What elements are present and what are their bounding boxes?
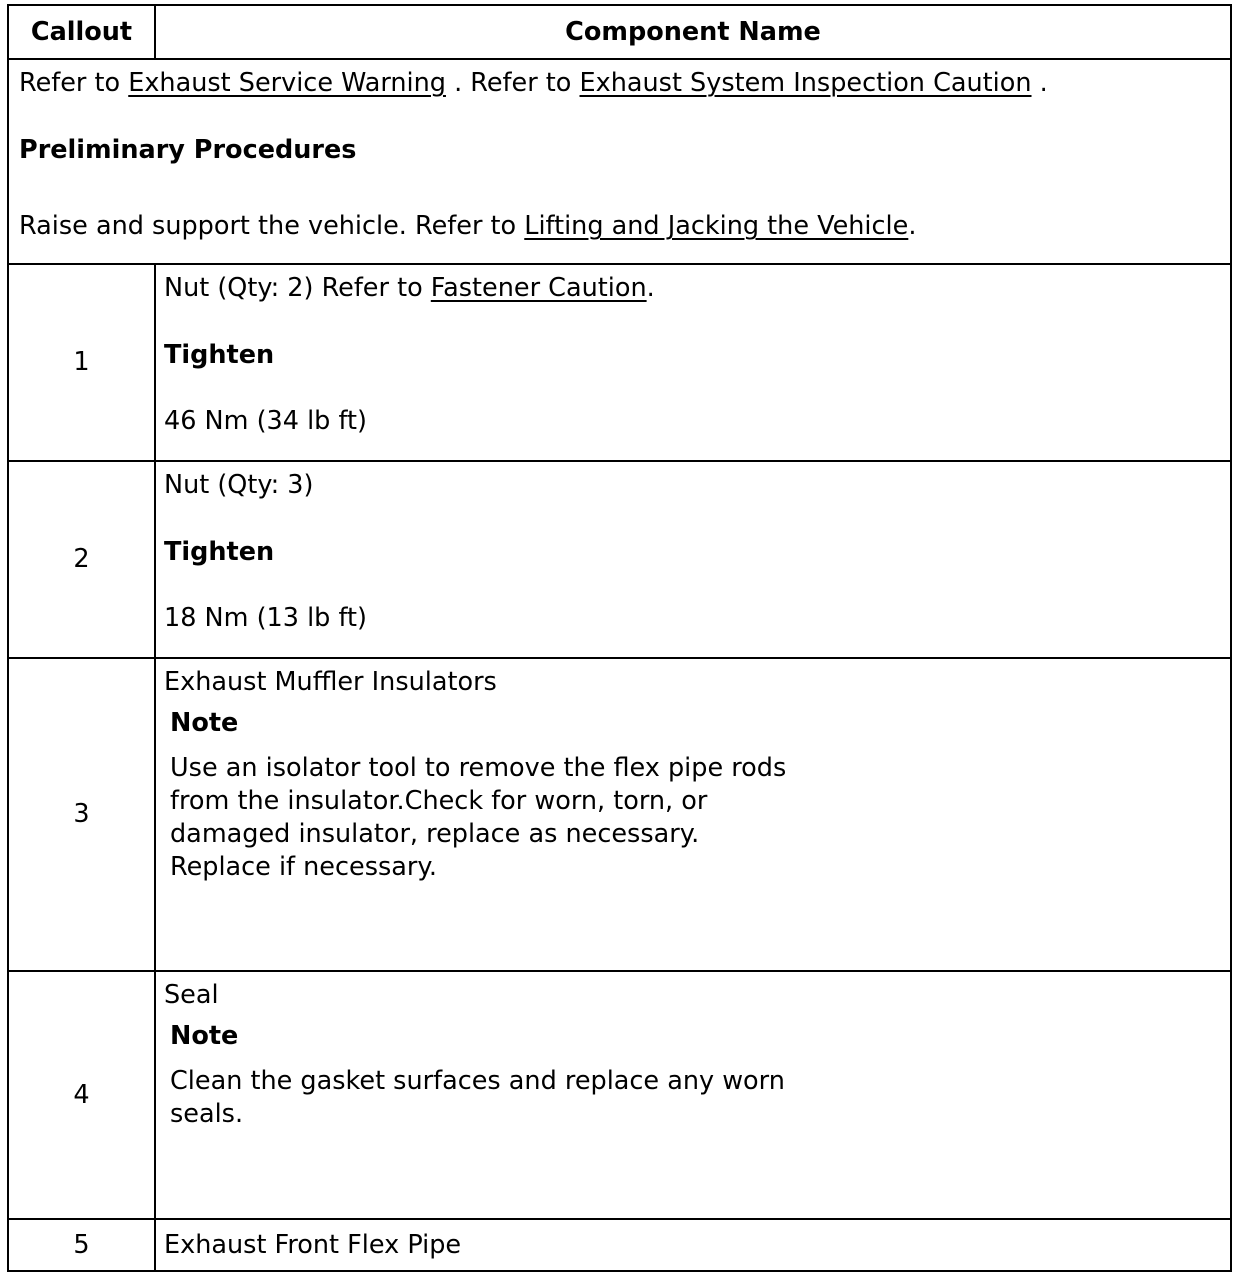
exhaust-service-warning-link[interactable]: Exhaust Service Warning bbox=[128, 68, 446, 98]
intro-refer-line bbox=[19, 68, 1220, 99]
intro-mid-text: . Refer to bbox=[454, 68, 572, 98]
component-cell bbox=[155, 971, 1231, 1219]
raise-support-end: . bbox=[908, 211, 917, 242]
note-box bbox=[164, 708, 1222, 885]
component-cell bbox=[155, 1219, 1231, 1271]
component-name-text: Nut (Qty: 2) Refer to bbox=[164, 273, 423, 303]
callout-cell: 4 bbox=[8, 971, 155, 1219]
note-label: Note bbox=[170, 707, 239, 738]
table-row bbox=[8, 461, 1231, 658]
table-row bbox=[8, 264, 1231, 461]
table-row bbox=[8, 1219, 1231, 1271]
intro-refer-text: Refer to bbox=[19, 68, 121, 98]
torque-value: 18 Nm (13 lb ft) bbox=[164, 603, 367, 634]
component-table bbox=[7, 4, 1232, 1272]
component-name: Nut (Qty: 3) bbox=[164, 470, 314, 500]
note-label: Note bbox=[170, 1020, 239, 1051]
table-header-row bbox=[8, 5, 1231, 59]
note-box bbox=[164, 1021, 1222, 1132]
table-row bbox=[8, 658, 1231, 971]
header-callout: Callout bbox=[8, 5, 155, 59]
component-cell bbox=[155, 658, 1231, 971]
callout-cell: 1 bbox=[8, 264, 155, 461]
callout-cell: 3 bbox=[8, 658, 155, 971]
component-name: Seal bbox=[164, 980, 219, 1010]
raise-support-line bbox=[19, 211, 1220, 242]
tighten-label: Tighten bbox=[164, 536, 275, 567]
torque-value: 46 Nm (34 lb ft) bbox=[164, 406, 367, 437]
callout-cell: 5 bbox=[8, 1219, 155, 1271]
intro-cell bbox=[8, 59, 1231, 264]
raise-support-text: Raise and support the vehicle. Refer to bbox=[19, 211, 517, 242]
callout-cell: 2 bbox=[8, 461, 155, 658]
component-name: Exhaust Muffler Insulators bbox=[164, 667, 497, 697]
component-name-end: . bbox=[646, 273, 655, 303]
preliminary-procedures-title: Preliminary Procedures bbox=[19, 134, 357, 165]
note-text: Clean the gasket surfaces and replace any worn seals. bbox=[170, 1066, 785, 1130]
component-cell bbox=[155, 461, 1231, 658]
tighten-label: Tighten bbox=[164, 339, 275, 370]
intro-end-text: . bbox=[1039, 68, 1048, 98]
component-name: Exhaust Front Flex Pipe bbox=[164, 1230, 462, 1260]
component-cell bbox=[155, 264, 1231, 461]
note-text: Use an isolator tool to remove the flex pipe rods from the insulator.Check for worn, torn, or damaged insulator, replace as necessary. Replace if necessary. bbox=[170, 753, 787, 883]
intro-row bbox=[8, 59, 1231, 264]
fastener-caution-link[interactable]: Fastener Caution bbox=[430, 273, 647, 303]
exhaust-inspection-caution-link[interactable]: Exhaust System Inspection Caution bbox=[579, 68, 1032, 98]
header-component-name: Component Name bbox=[155, 5, 1231, 59]
component-name bbox=[164, 273, 1222, 304]
lifting-jacking-link[interactable]: Lifting and Jacking the Vehicle bbox=[524, 211, 909, 242]
table-row bbox=[8, 971, 1231, 1219]
